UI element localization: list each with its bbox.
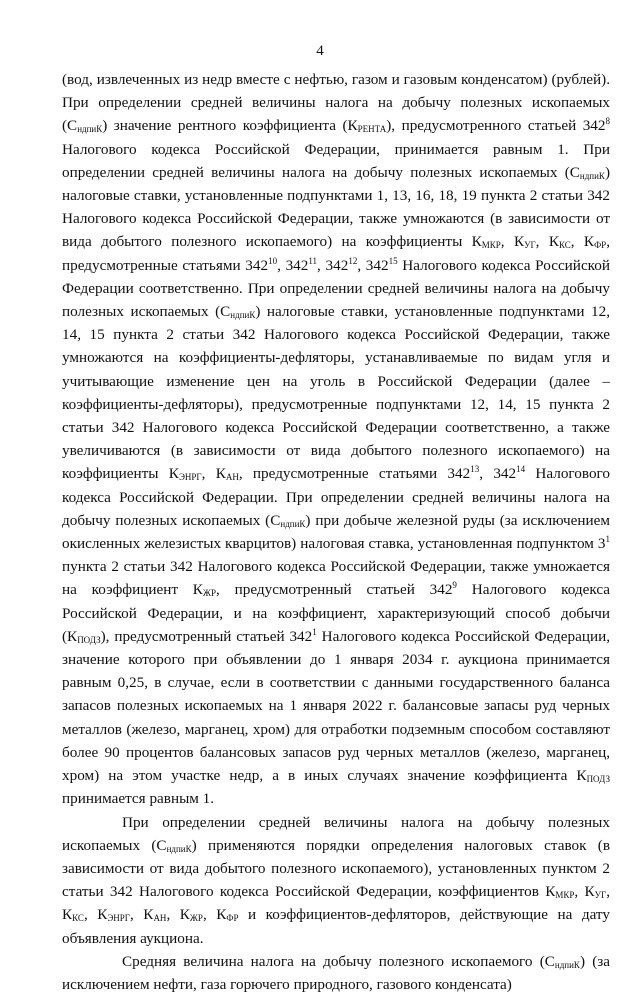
text-run: ) налоговые ставки, установленные подпунктами 1, 13, 16, 18, 19 пункта 2 статьи 342 Налогового кодекса Российской Федерации, также умножаются (в зависимости от вида добытого полезного ископаемого) на коэффициенты К: [62, 163, 610, 251]
text-run: , К: [201, 465, 226, 483]
subscript-index: ндпиК: [579, 170, 605, 181]
document-body: [62, 68, 610, 996]
text-run: , К: [62, 883, 610, 924]
superscript-index: 11: [308, 255, 318, 266]
subscript-index: КС: [72, 913, 84, 924]
text-run: ) при добыче железной руды (за исключением окисленных железистых кварцитов) налоговая ставка, установленная подпунктом 3: [62, 511, 610, 553]
subscript-index: РЕНТА: [357, 124, 387, 135]
text-run: , К: [570, 233, 595, 251]
subscript-index: ФР: [594, 240, 607, 251]
text-run: ) применяются порядки определения налоговых ставок (в зависимости от вида добытого полезного ископаемого), установленных пунктом 2 статьи 342 Налогового кодекса Российской Федерации, коэффициентов К: [62, 836, 610, 901]
superscript-index: 15: [388, 255, 398, 266]
subscript-index: ФР: [226, 913, 239, 924]
text-run: принимается равным 1.: [62, 790, 215, 808]
subscript-index: МКР: [481, 240, 501, 251]
text-run: , К: [130, 906, 154, 924]
subscript-index: МКР: [555, 890, 575, 901]
superscript-index: 8: [605, 116, 610, 127]
text-run: пункта 2 статьи 342 Налогового кодекса Российской Федерации, также умножается на коэффициент К: [62, 558, 610, 599]
superscript-index: 14: [516, 464, 526, 475]
text-run: , предусмотренные статьями 342: [62, 233, 610, 274]
paragraph: [62, 811, 610, 950]
subscript-index: ндпиК: [77, 124, 103, 135]
subscript-index: КС: [558, 240, 571, 251]
subscript-index: ндпиК: [280, 518, 306, 529]
text-run: Налогового кодекса Российской Федерации, принимается равным 1. При определении средней величины налога на добычу полезных ископаемых (С: [62, 140, 610, 181]
subscript-index: АН: [153, 913, 167, 924]
text-run: Средняя величина налога на добычу полезного ископаемого (С: [122, 952, 555, 970]
superscript-index: 12: [348, 255, 358, 266]
paragraph: [62, 68, 610, 811]
text-run: (вод, извлеченных из недр вместе с нефтью, газом и газовым конденсатом) (рублей). При определении средней величины налога на добычу полезных ископаемых (С: [62, 71, 610, 135]
text-run: , К: [500, 233, 525, 251]
text-run: , К: [83, 906, 108, 924]
subscript-index: ЭНРГ: [178, 472, 202, 483]
text-run: ) (за исключением нефти, газа горючего природного, газового конденсата): [62, 952, 610, 993]
subscript-index: ЖР: [202, 588, 216, 599]
text-run: , К: [166, 906, 190, 924]
subscript-index: УГ: [524, 240, 536, 251]
text-run: , 342: [357, 256, 389, 274]
text-run: Налогового кодекса Российской Федерации, и на коэффициент, характеризующий способ добычи (К: [62, 581, 611, 645]
subscript-index: ндпиК: [166, 843, 192, 854]
superscript-index: 1: [605, 534, 610, 545]
text-run: При определении средней величины налога на добычу полезных ископаемых (С: [62, 813, 610, 854]
text-run: , предусмотренные статьями 342: [238, 465, 471, 483]
text-run: Налогового кодекса Российской Федерации, значение которого при объявлении до 1 января 2034 г. аукциона принимается равным 0,25, в случае, если в соответствии с данными государственного баланса запасов полезных ископаемых на 1 января 2022 г. балансовые запасы руд черных металлов (железо, марганец, хром) для отработки подземным способом составляют более 90 процентов балансовых запасов руд черных металлов (железо, марганец, хром) на этом участке недр, а в иных случаях значение коэффициента К: [62, 627, 610, 785]
text-run: ), предусмотренного статьей 342: [386, 117, 606, 135]
text-run: Налогового кодекса Российской Федерации. При определении средней величины налога на добычу полезных ископаемых (С: [62, 465, 610, 529]
superscript-index: 1: [312, 626, 317, 637]
subscript-index: ПОДЗ: [586, 774, 610, 785]
paragraph: [62, 950, 610, 996]
text-run: , К: [574, 883, 595, 901]
page-number: 4: [316, 43, 324, 59]
subscript-index: УГ: [594, 890, 607, 901]
text-run: ), предусмотренный статьей 342: [100, 627, 313, 645]
superscript-index: 9: [452, 580, 457, 591]
subscript-index: ЭНРГ: [107, 913, 131, 924]
text-run: и коэффициентов-дефляторов, действующие на дату объявления аукциона.: [62, 906, 610, 947]
subscript-index: ндпиК: [230, 310, 256, 321]
text-run: , 342: [277, 256, 309, 274]
subscript-index: ЖР: [189, 913, 203, 924]
text-run: ) значение рентного коэффициента (К: [102, 117, 358, 135]
text-run: ) налоговые ставки, установленные подпунктами 12, 14, 15 пункта 2 статьи 342 Налогового кодекса Российской Федерации, также умножаются на коэффициенты-дефляторы, устанавливаемые по видам угля и учитывающие изменение цен на уголь в Российской Федерации (далее – коэффициенты-дефляторы), предусмотренные подпунктами 12, 14, 15 пункта 2 статьи 342 Налогового кодекса Российской Федерации соответственно, а также увеличиваются (в зависимости от вида добытого полезного ископаемого) на коэффициенты К: [62, 303, 610, 483]
text-run: , К: [535, 233, 559, 251]
text-run: , 342: [317, 256, 349, 274]
subscript-index: ПОДЗ: [77, 634, 101, 645]
superscript-index: 10: [268, 255, 278, 266]
superscript-index: 13: [470, 464, 480, 475]
text-run: , 342: [479, 465, 517, 483]
text-run: , К: [202, 906, 227, 924]
text-run: Налогового кодекса Российской Федерации соответственно. При определении средней величины налога на добычу полезных ископаемых (С: [62, 256, 611, 321]
text-run: , предусмотренный статьей 342: [216, 581, 453, 599]
subscript-index: ндпиК: [554, 959, 580, 970]
subscript-index: АН: [225, 472, 239, 483]
